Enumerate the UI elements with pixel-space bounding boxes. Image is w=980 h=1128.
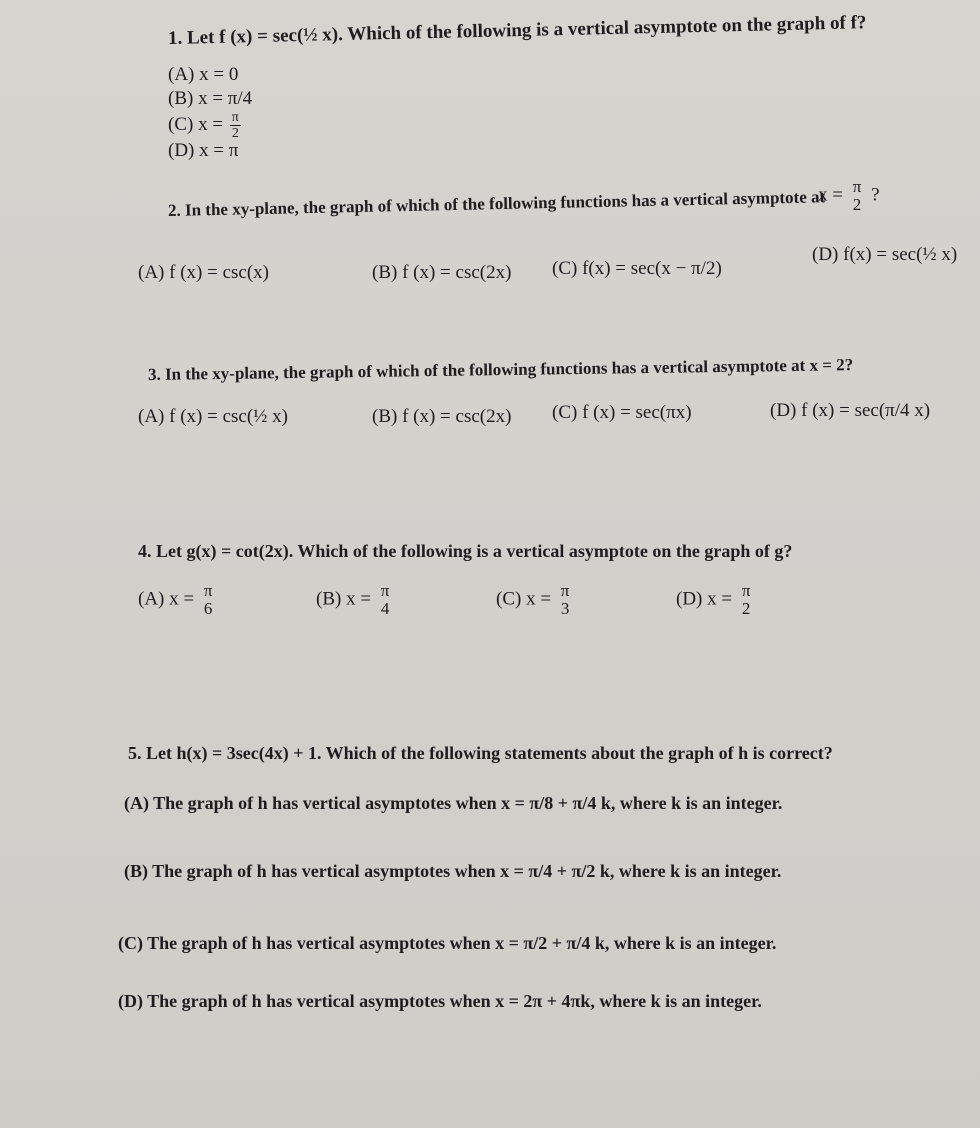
- q1-option-c[interactable]: [168, 110, 243, 141]
- q4-option-c-num: π: [560, 581, 570, 600]
- q1-option-c-num: π: [231, 110, 239, 125]
- q3-option-c[interactable]: (C) f (x) = sec(πx): [552, 402, 692, 423]
- q2-option-a[interactable]: (A) f (x) = csc(x): [138, 262, 269, 283]
- q4-option-b[interactable]: [316, 582, 394, 618]
- q4-option-c-fraction: [559, 582, 572, 618]
- q5-option-d[interactable]: (D) The graph of h has vertical asymptotes when x = 2π + 4πk, where k is an integer.: [118, 991, 762, 1011]
- q4-option-d-fraction: [740, 582, 753, 618]
- q2-stem-qmark: ?: [871, 184, 880, 206]
- q4-option-b-num: π: [380, 581, 390, 600]
- q5-option-b[interactable]: (B) The graph of h has vertical asymptotes when x = π/4 + π/2 k, where k is an integer.: [124, 861, 782, 881]
- q2-stem-fraction: [851, 178, 864, 214]
- q1-option-a[interactable]: (A) x = 0: [168, 64, 239, 85]
- q2-stem: [168, 186, 826, 222]
- q2-stem-x: x =: [818, 184, 843, 206]
- q5-option-c[interactable]: (C) The graph of h has vertical asymptotes when x = π/2 + π/4 k, where k is an integer.: [118, 933, 777, 953]
- q4-option-d-num: π: [741, 581, 751, 600]
- q4-option-a-fraction: [202, 582, 215, 618]
- q1-option-b[interactable]: (B) x = π/4: [168, 88, 253, 109]
- q5-option-a[interactable]: (A) The graph of h has vertical asymptotes when x = π/8 + π/4 k, where k is an integer.: [124, 793, 783, 813]
- q4-option-a-label: (A) x =: [138, 588, 195, 610]
- q3-option-b[interactable]: (B) f (x) = csc(2x): [372, 406, 512, 427]
- q2-option-d[interactable]: (D) f(x) = sec(½ x): [812, 244, 958, 265]
- q4-stem: 4. Let g(x) = cot(2x). Which of the following is a vertical asymptote on the graph of g?: [138, 541, 793, 561]
- q4-option-c-den: 3: [560, 599, 570, 618]
- q2-option-c[interactable]: (C) f(x) = sec(x − π/2): [552, 258, 722, 279]
- q4-option-a-num: π: [203, 581, 213, 600]
- q2-stem-text: 2. In the xy-plane, the graph of which of the following functions has a vertical asymptote at: [167, 187, 826, 220]
- q1-option-d[interactable]: (D) x = π: [168, 140, 239, 161]
- q5-stem: 5. Let h(x) = 3sec(4x) + 1. Which of the following statements about the graph of h is correct?: [128, 743, 833, 763]
- q4-option-c-label: (C) x =: [496, 588, 552, 610]
- q4-option-d[interactable]: [676, 582, 755, 618]
- q1-option-c-den: 2: [231, 126, 239, 141]
- q3-stem: 3. In the xy-plane, the graph of which of the following functions has a vertical asymptote at x = 2?: [147, 355, 854, 384]
- q2-stem-num: π: [852, 177, 862, 196]
- q2-stem-den: 2: [852, 195, 862, 214]
- q4-option-d-den: 2: [741, 599, 751, 618]
- q1-option-c-fraction: [230, 110, 241, 141]
- q4-option-d-label: (D) x =: [676, 588, 733, 610]
- q4-option-a[interactable]: [138, 582, 217, 618]
- q1-option-c-label: (C) x =: [168, 113, 224, 135]
- q4-option-a-den: 6: [203, 599, 213, 618]
- q1-stem: 1. Let f (x) = sec(½ x). Which of the following is a vertical asymptote on the graph of f?: [167, 12, 867, 49]
- q3-option-a[interactable]: (A) f (x) = csc(½ x): [138, 406, 288, 427]
- q4-option-c[interactable]: [496, 582, 574, 618]
- q4-option-b-label: (B) x =: [316, 588, 372, 610]
- q2-stem-value: [818, 178, 880, 214]
- q3-option-d[interactable]: (D) f (x) = sec(π/4 x): [770, 400, 931, 421]
- q2-option-b[interactable]: (B) f (x) = csc(2x): [372, 262, 512, 283]
- q4-option-b-den: 4: [380, 599, 390, 618]
- q4-option-b-fraction: [379, 582, 392, 618]
